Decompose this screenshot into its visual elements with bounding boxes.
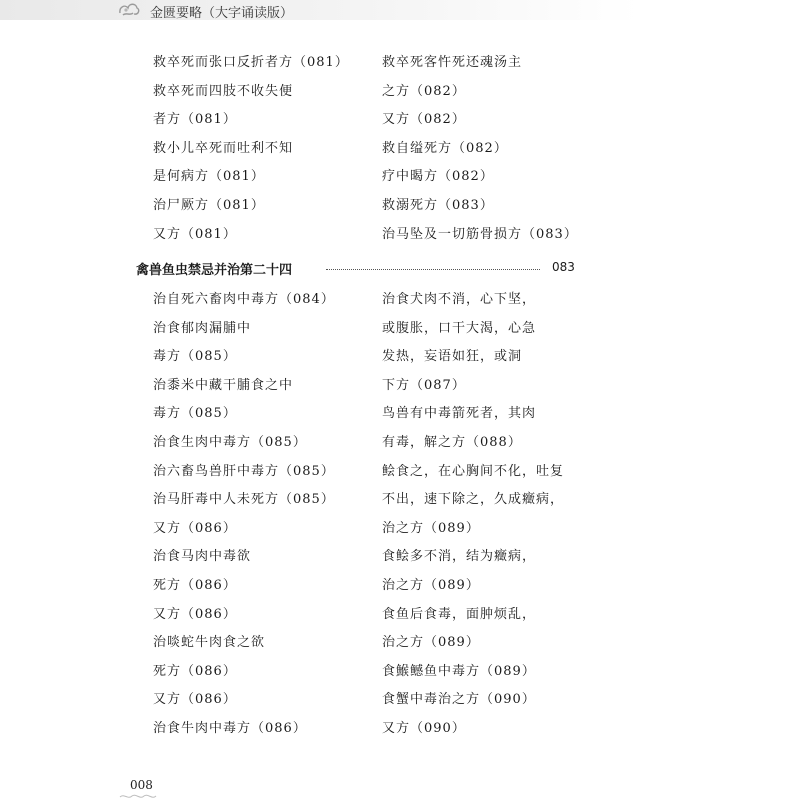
toc-entry: 治六畜鸟兽肝中毒方（085） bbox=[153, 463, 335, 479]
toc-entry: 死方（086） bbox=[153, 663, 237, 679]
page-header bbox=[0, 0, 800, 22]
toc-entry: 又方（081） bbox=[153, 226, 237, 242]
toc-entry: 食鲙多不消，结为癥病， bbox=[382, 549, 537, 565]
toc-entry: 治食犬肉不消，心下坚， bbox=[382, 292, 537, 307]
toc-entry: 下方（087） bbox=[382, 377, 466, 393]
toc-entry: 者方（081） bbox=[153, 112, 237, 128]
toc-entry: 鲙食之，在心胸间不化，吐复 bbox=[382, 463, 565, 479]
toc-entry: 治之方（089） bbox=[382, 520, 480, 536]
toc-entry: 治尸厥方（081） bbox=[153, 198, 265, 213]
toc-entry: 有毒，解之方（088） bbox=[382, 435, 522, 450]
toc-entry: 发热，妄语如狂，或洞 bbox=[382, 349, 523, 365]
toc-entry: 治黍米中藏干脯食之中 bbox=[153, 377, 294, 393]
toc-entry: 治啖蛇牛肉食之欲 bbox=[153, 635, 266, 651]
toc-entry: 又方（086） bbox=[153, 606, 237, 622]
toc-entry: 治马肝毒中人未死方（085） bbox=[153, 492, 335, 508]
toc-entry: 救小儿卒死而吐利不知 bbox=[153, 140, 294, 156]
toc-entry: 治食郁肉漏脯中 bbox=[153, 320, 252, 336]
toc-entry: 或腹胀，口干大渴，心急 bbox=[382, 320, 537, 336]
toc-entry: 又方（090） bbox=[382, 721, 466, 736]
toc-entry: 救自缢死方（082） bbox=[382, 140, 508, 156]
toc-entry: 死方（086） bbox=[153, 578, 237, 593]
toc-entry: 治之方（089） bbox=[382, 578, 480, 593]
toc-entry: 又方（086） bbox=[153, 692, 237, 708]
toc-entry: 鸟兽有中毒箭死者，其肉 bbox=[382, 406, 537, 422]
footer-ornament-icon bbox=[118, 792, 158, 800]
toc-entry: 是何病方（081） bbox=[153, 169, 265, 185]
toc-entry: 之方（082） bbox=[382, 83, 466, 99]
toc-entry: 救卒死而四肢不收失便 bbox=[153, 83, 294, 99]
chapter-heading bbox=[136, 259, 575, 279]
toc-entry: 毒方（085） bbox=[153, 349, 237, 365]
toc-entry: 治食牛肉中毒方（086） bbox=[153, 721, 307, 736]
toc-entry: 食蟹中毒治之方（090） bbox=[382, 692, 536, 708]
toc-entry: 救溺死方（083） bbox=[382, 198, 494, 213]
leader-dots bbox=[326, 269, 540, 270]
toc-entry: 治自死六畜肉中毒方（084） bbox=[153, 292, 335, 307]
chapter-title: 禽兽鱼虫禁忌并治第二十四 bbox=[136, 263, 293, 278]
toc-entry: 疗中暍方（082） bbox=[382, 169, 494, 185]
chapter-page-number: 083 bbox=[552, 260, 575, 274]
toc-entry: 治食马肉中毒欲 bbox=[153, 549, 252, 565]
toc-entry: 食鯸鳡鱼中毒方（089） bbox=[382, 663, 536, 679]
toc-entry: 不出，速下除之，久成癥病， bbox=[382, 492, 565, 508]
page-number: 008 bbox=[130, 778, 153, 792]
toc-entry: 又方（086） bbox=[153, 520, 237, 536]
toc-entry: 又方（082） bbox=[382, 112, 466, 128]
toc-entry: 救卒死客忤死还魂汤主 bbox=[382, 55, 523, 70]
cloud-ornament-icon bbox=[118, 1, 140, 18]
toc-entry: 救卒死而张口反折者方（081） bbox=[153, 55, 349, 70]
book-title: 金匮要略（大字诵读版） bbox=[150, 6, 294, 21]
toc-entry: 毒方（085） bbox=[153, 406, 237, 422]
toc-entry: 治之方（089） bbox=[382, 635, 480, 651]
toc-entry: 治马坠及一切筋骨损方（083） bbox=[382, 226, 578, 242]
toc-entry: 食鱼后食毒，面肿烦乱， bbox=[382, 606, 537, 622]
toc-entry: 治食生肉中毒方（085） bbox=[153, 435, 307, 450]
